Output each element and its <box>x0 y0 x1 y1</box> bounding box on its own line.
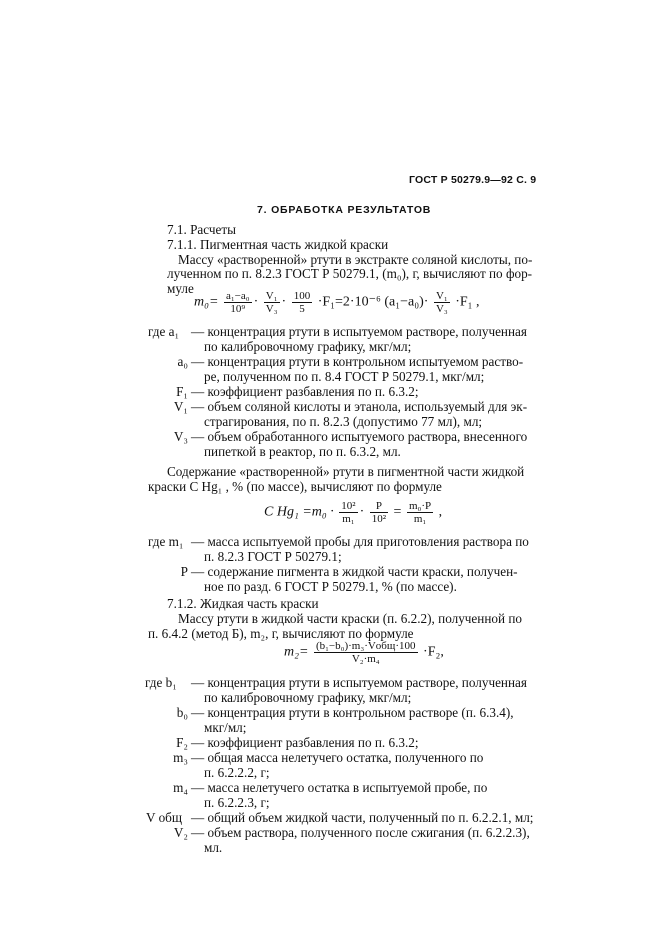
fraction <box>370 500 388 525</box>
formula-equals: = <box>393 504 402 520</box>
definition-text: — объем обработанного испытуемого раствора, внесенного <box>191 429 528 444</box>
paragraph-line: Содержание «растворенной» ртути в пигментной части жидкой <box>167 464 525 479</box>
fraction-numerator: m₀·P <box>408 500 432 512</box>
definition-symbol: F₁ <box>176 384 188 399</box>
definition-text: — концентрация ртути в испытуемом растворе, полученная <box>191 675 527 690</box>
page-header-code: ГОСТ Р 50279.9—92 С. 9 <box>409 174 537 186</box>
definition-text: — объем раствора, полученного после сжигания (п. 6.2.2.3), <box>191 825 530 840</box>
definition-symbol: F₂ <box>176 735 188 750</box>
fraction-numerator: 10² <box>341 500 356 512</box>
definition-symbol: b₀ <box>176 705 188 720</box>
definition-text: — концентрация ртути в контрольном испытуемом раство- <box>191 354 524 369</box>
fraction <box>407 500 433 525</box>
paragraph-line: краски C Hg₁ , % (по массе), вычисляют по формуле <box>148 479 442 494</box>
definition-text: по калибровочному графику, мкг/мл; <box>204 339 412 354</box>
fraction <box>224 290 252 315</box>
definition-text: пипеткой в реактор, по п. 6.3.2, мл. <box>204 444 401 459</box>
definition-symbol: V₃ <box>173 429 188 444</box>
fraction-numerator: (b₁−b₀)·m₃·Vобщ·100 <box>315 640 416 652</box>
paragraph-line: Массу «растворенной» ртути в экстракте соляной кислоты, по- <box>178 252 533 267</box>
definition-text: — общая масса нелетучего остатка, полученного по <box>191 750 484 765</box>
definition-text: — коэффициент разбавления по п. 6.3.2; <box>191 735 419 750</box>
fraction-numerator: V₁ <box>435 290 448 302</box>
formula-tail: ·F₂, <box>423 644 444 660</box>
fraction <box>292 290 313 315</box>
paragraph-line: Массу ртути в жидкой части краски (п. 6.2.2), полученной по <box>178 611 522 626</box>
formula-m0: m₀= $\frac{\text{a₁−a₀}}{\text{10⁹}}$ · $\frac{\text{V₁}}{\text{V₃}}$ · $\frac{100}{5}$ ·F₁=2·10⁻⁶ (a₁−a₀)· $\frac{\text{V₁}}{\text{V₃}}$ ·F₁ , <box>194 290 480 315</box>
fraction-numerator: V₁ <box>265 290 278 302</box>
definition-text: п. 6.2.2.3, г; <box>204 795 270 810</box>
fraction-numerator: 100 <box>293 290 311 302</box>
fraction-denominator: 10⁹ <box>230 303 246 315</box>
formula-lhs: m₂= <box>284 644 309 660</box>
definition-text: п. 6.2.2.2, г; <box>204 765 270 780</box>
definition-text: — содержание пигмента в жидкой части краски, получен- <box>191 564 518 579</box>
fraction-denominator: m₁ <box>342 513 355 525</box>
definition-text: — коэффициент разбавления по п. 6.3.2; <box>191 384 419 399</box>
section-title: 7. ОБРАБОТКА РЕЗУЛЬТАТОВ <box>257 204 432 216</box>
formula-chg1: C Hg₁ =m₀ · $\frac{\text{10²}}{\text{m₁}}$ · $\frac{P}{\text{10²}}$ = $\frac{\text{m₀·P}}{\text{m₁}}$ , <box>264 500 443 525</box>
paragraph-line: муле <box>167 281 194 296</box>
fraction <box>264 290 280 315</box>
fraction-denominator: m₁ <box>413 513 427 525</box>
definition-symbol: где m₁ <box>148 534 184 549</box>
fraction-denominator: 5 <box>299 303 305 315</box>
definition-text: — объем соляной кислоты и этанола, используемый для эк- <box>191 399 528 414</box>
definition-text: страгирования, по п. 8.2.3 (допустимо 77 мл), мл; <box>204 414 483 429</box>
definition-text: — концентрация ртути в контрольном растворе (п. 6.3.4), <box>191 705 514 720</box>
definition-symbol: a₀ <box>177 354 188 369</box>
definition-symbol: V₁ <box>173 399 188 414</box>
fraction-denominator: V₃ <box>435 303 448 315</box>
formula-middle: ·F₁=2·10⁻⁶ (a₁−a₀)· <box>317 294 429 310</box>
fraction-denominator: V₃ <box>265 303 278 315</box>
definition-text: — общий объем жидкой части, полученный по п. 6.2.2.1, мл; <box>191 810 534 825</box>
formula-lhs: C Hg₁ =m₀ · <box>264 504 334 520</box>
paragraph-line: лученном по п. 8.2.3 ГОСТ Р 50279.1, (m₀), г, вычисляют по фор- <box>167 266 533 281</box>
formula-m2 <box>284 640 444 665</box>
definition-text: ре, полученном по п. 8.4 ГОСТ Р 50279.1, мкг/мл; <box>204 369 485 384</box>
definition-symbol: где b₁ <box>145 675 177 690</box>
formula-tail: ·F₁ , <box>455 294 480 310</box>
fraction <box>314 640 418 665</box>
subsection-7-1-1: 7.1.1. Пигментная часть жидкой краски <box>167 237 389 252</box>
fraction <box>434 290 450 315</box>
definition-symbol: V₂ <box>173 825 188 840</box>
definition-text: — масса испытуемой пробы для приготовления раствора по <box>191 534 529 549</box>
subsection-7-1: 7.1. Расчеты <box>167 222 236 237</box>
definition-text: мл. <box>204 840 223 855</box>
definition-symbol: V общ <box>146 810 183 825</box>
definition-text: — масса нелетучего остатка в испытуемой пробе, по <box>191 780 488 795</box>
formula-tail: , <box>438 504 443 520</box>
definition-text: ное по разд. 6 ГОСТ Р 50279.1, % (по массе). <box>204 579 457 594</box>
fraction-denominator: 10² <box>371 513 387 525</box>
definition-symbol: P <box>180 564 188 579</box>
definition-symbol: m₃ <box>173 750 188 765</box>
formula-lhs: m₀= <box>194 294 219 310</box>
fraction-numerator: a₁−a₀ <box>225 290 250 302</box>
definition-text: мкг/мл; <box>204 720 247 735</box>
fraction-denominator: V₂·m₄ <box>351 653 380 665</box>
definition-symbol: m₄ <box>173 780 188 795</box>
subsection-7-1-2: 7.1.2. Жидкая часть краски <box>167 596 319 611</box>
definition-text: п. 8.2.3 ГОСТ Р 50279.1; <box>204 549 342 564</box>
definition-symbol: где a₁ <box>148 324 180 339</box>
fraction <box>339 500 357 525</box>
paragraph-line: п. 6.4.2 (метод Б), m₂, г, вычисляют по формуле <box>148 626 414 641</box>
definition-text: по калибровочному графику, мкг/мл; <box>204 690 412 705</box>
fraction-numerator: P <box>370 500 388 513</box>
definition-text: — концентрация ртути в испытуемом растворе, полученная <box>191 324 527 339</box>
